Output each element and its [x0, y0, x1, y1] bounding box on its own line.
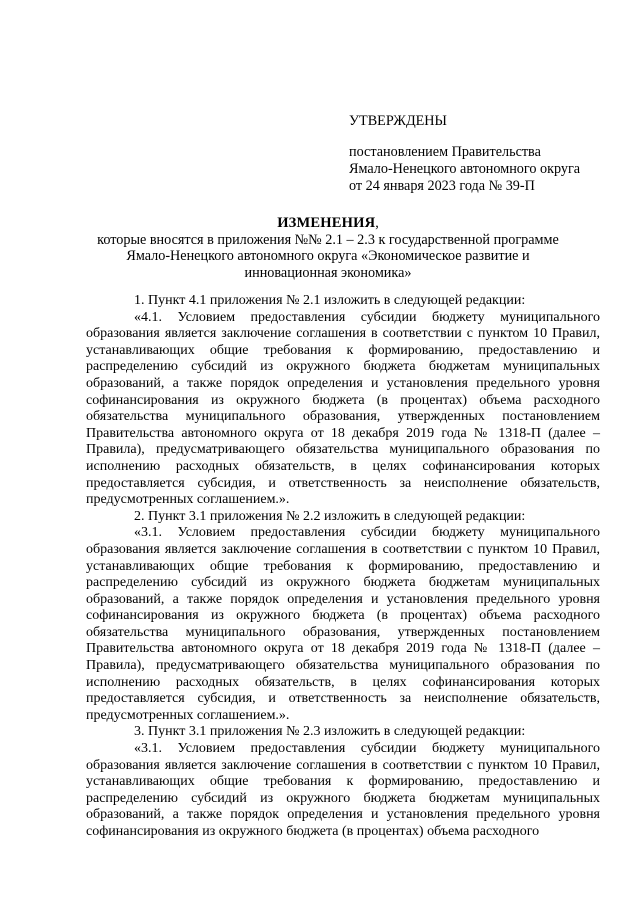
- section-3-text: «3.1. Условием предоставления субсидии бюджету муниципального образования является заключение соглашения в соответствии с пунктом 10 Правил, устанавливающих общие требования к формированию, предоставлению и распределению субсидий из окружного бюджета бюджетам муниципальных образований, а также порядок определения и установления предельного уровня софинансирования из окружного бюджета (в процентах) объема расходного: [86, 741, 600, 839]
- section-2-item: 2. Пункт 3.1 приложения № 2.2 изложить в следующей редакции:: [134, 508, 526, 524]
- approval-line-2: Ямало-Ненецкого автономного округа: [349, 161, 581, 177]
- approval-heading: УТВЕРЖДЕНЫ: [349, 113, 447, 129]
- document-title-comma: ,: [375, 215, 379, 231]
- title-block: [86, 215, 570, 281]
- approval-line-3: от 24 января 2023 года № 39-П: [349, 178, 535, 194]
- document-subtitle: которые вносятся в приложения №№ 2.1 – 2.3 к государственной программе Ямало-Ненецкого автономного округа «Экономическое развитие и инновационная экономика»: [97, 231, 559, 281]
- document-body: [86, 293, 600, 841]
- approval-block: [349, 113, 629, 195]
- section-3-item: 3. Пункт 3.1 приложения № 2.3 изложить в следующей редакции:: [134, 724, 526, 740]
- document-title: ИЗМЕНЕНИЯ: [277, 215, 376, 231]
- approval-line-1: постановлением Правительства: [349, 144, 541, 160]
- section-1-text: «4.1. Условием предоставления субсидии бюджету муниципального образования является заключение соглашения в соответствии с пунктом 10 Правил, устанавливающих общие требования к формированию, предоставлению и распределению субсидий из окружного бюджета бюджетам муниципальных образований, а также порядок определения и установления предельного уровня софинансирования из окружного бюджета (в процентах) объема расходного обязательства муниципального образования, утвержденных постановлением Правительства автономного округа от 18 декабря 2019 года № 1318-П (далее – Правила), предусматривающего обязательства муниципального образования по исполнению расходных обязательств, в целях софинансирования которых предоставляется субсидия, и ответственность за неисполнение обязательств, предусмотренных соглашением.».: [86, 309, 600, 508]
- document-title-line: [86, 215, 570, 232]
- section-1-item: 1. Пункт 4.1 приложения № 2.1 изложить в следующей редакции:: [134, 293, 526, 308]
- section-2-text: «3.1. Условием предоставления субсидии бюджету муниципального образования является заключение соглашения в соответствии с пунктом 10 Правил, устанавливающих общие требования к формированию, предоставлению и распределению субсидий из окружного бюджета бюджетам муниципальных образований, а также порядок определения и установления предельного уровня софинансирования из окружного бюджета (в процентах) объема расходного обязательства муниципального образования, утвержденных постановлением Правительства автономного округа от 18 декабря 2019 года № 1318-П (далее – Правила), предусматривающего обязательства муниципального образования по исполнению расходных обязательств, в целях софинансирования которых предоставляется субсидия, и ответственность за неисполнение обязательств, предусмотренных соглашением.».: [86, 525, 600, 723]
